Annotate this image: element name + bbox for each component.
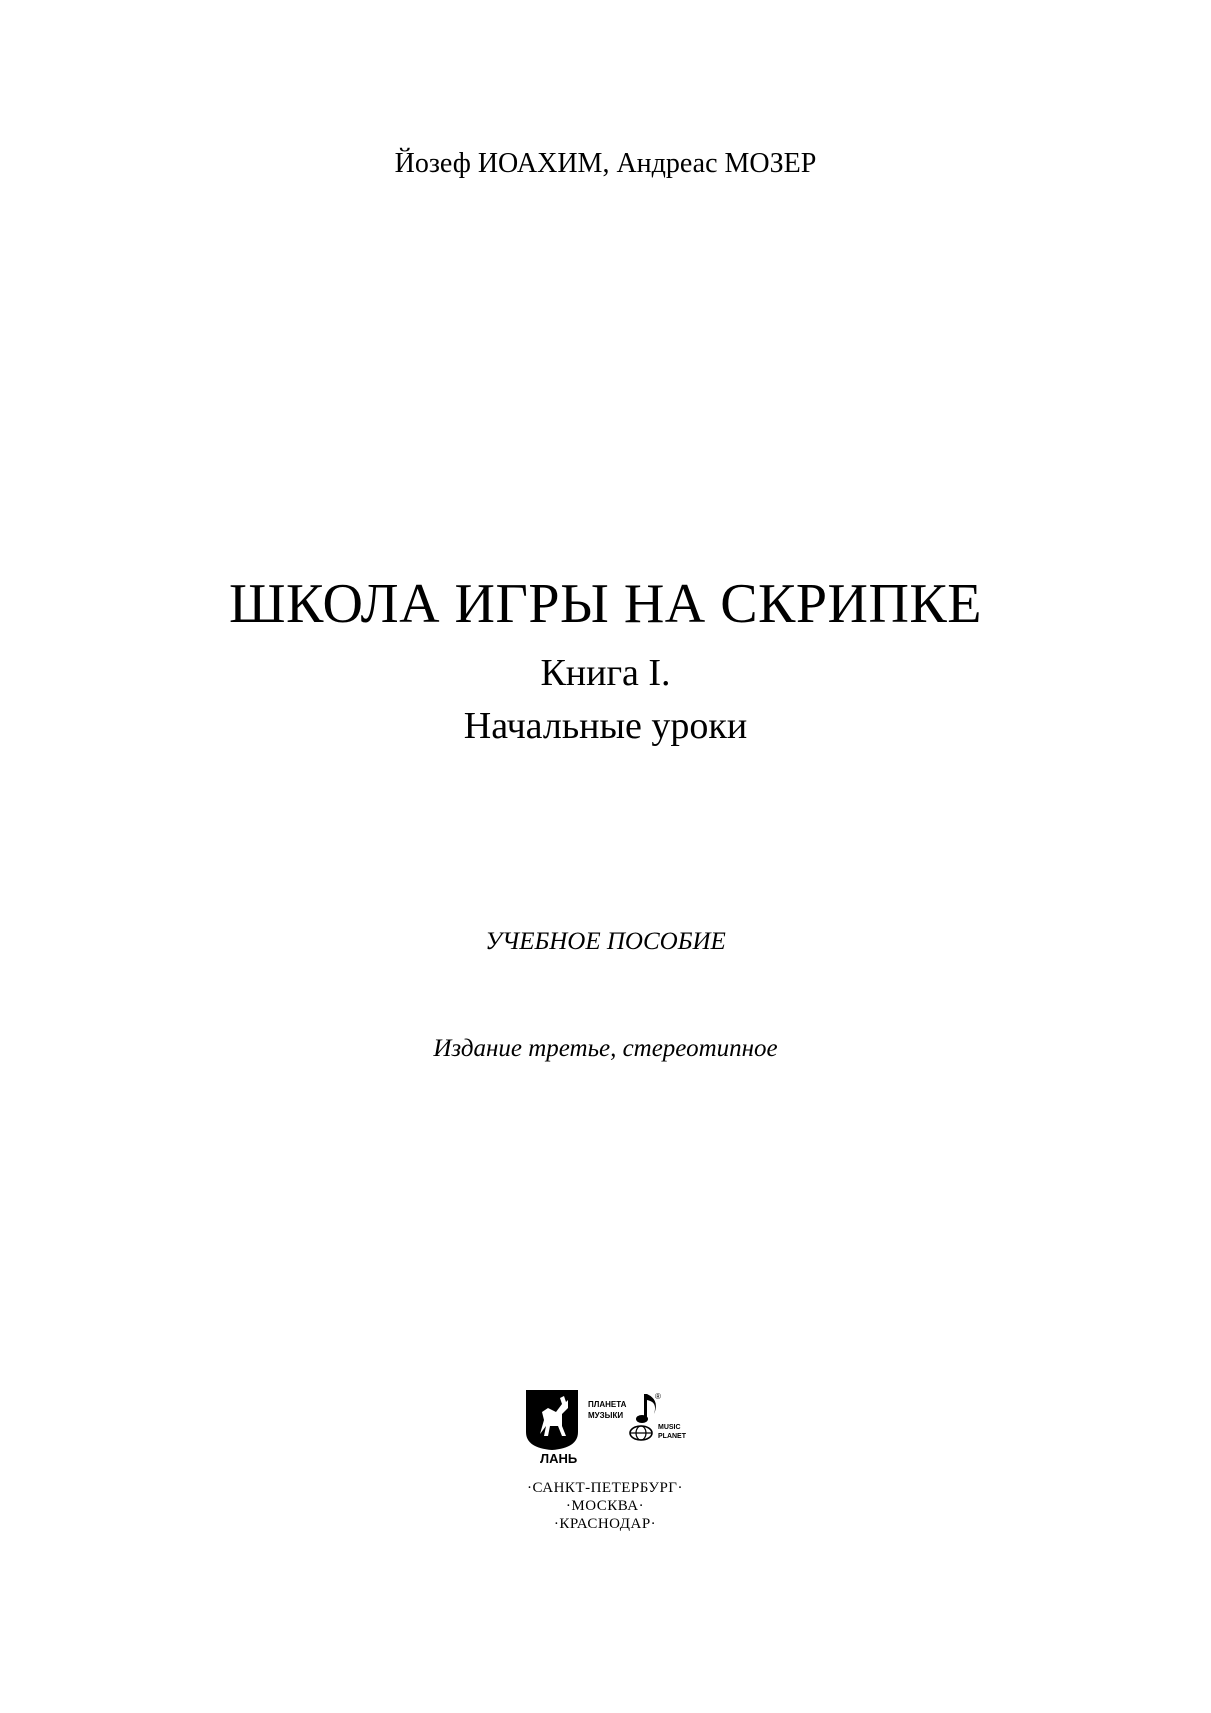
registered-mark: ® xyxy=(655,1392,661,1401)
globe-icon xyxy=(628,1424,654,1442)
city-moscow: ·МОСКВА· xyxy=(565,1498,645,1514)
book-number: Книга I. xyxy=(540,652,671,694)
music-text: MUSIC xyxy=(658,1424,681,1431)
lan-logo-text: ЛАНЬ xyxy=(540,1451,578,1466)
edition-note: Издание третье, стереотипное xyxy=(433,1035,778,1062)
muzyki-text: МУЗЫКИ xyxy=(588,1411,624,1420)
book-subtitle: Начальные уроки xyxy=(463,705,748,747)
publisher-block xyxy=(510,1386,700,1532)
lan-deer-logo-icon xyxy=(522,1386,582,1452)
publication-kind: УЧЕБНОЕ ПОСОБИЕ xyxy=(485,928,726,955)
music-note-icon xyxy=(636,1392,666,1428)
city-krasnodar: ·КРАСНОДАР· xyxy=(553,1516,657,1532)
planet-text: PLANET xyxy=(658,1433,686,1440)
city-saint-petersburg: ·САНКТ-ПЕТЕРБУРГ· xyxy=(527,1480,683,1496)
planeta-text: ПЛАНЕТА xyxy=(588,1400,627,1409)
authors: Йозеф ИОАХИМ, Андреас МОЗЕР xyxy=(394,148,817,179)
book-title: ШКОЛА ИГРЫ НА СКРИПКЕ xyxy=(229,573,982,635)
